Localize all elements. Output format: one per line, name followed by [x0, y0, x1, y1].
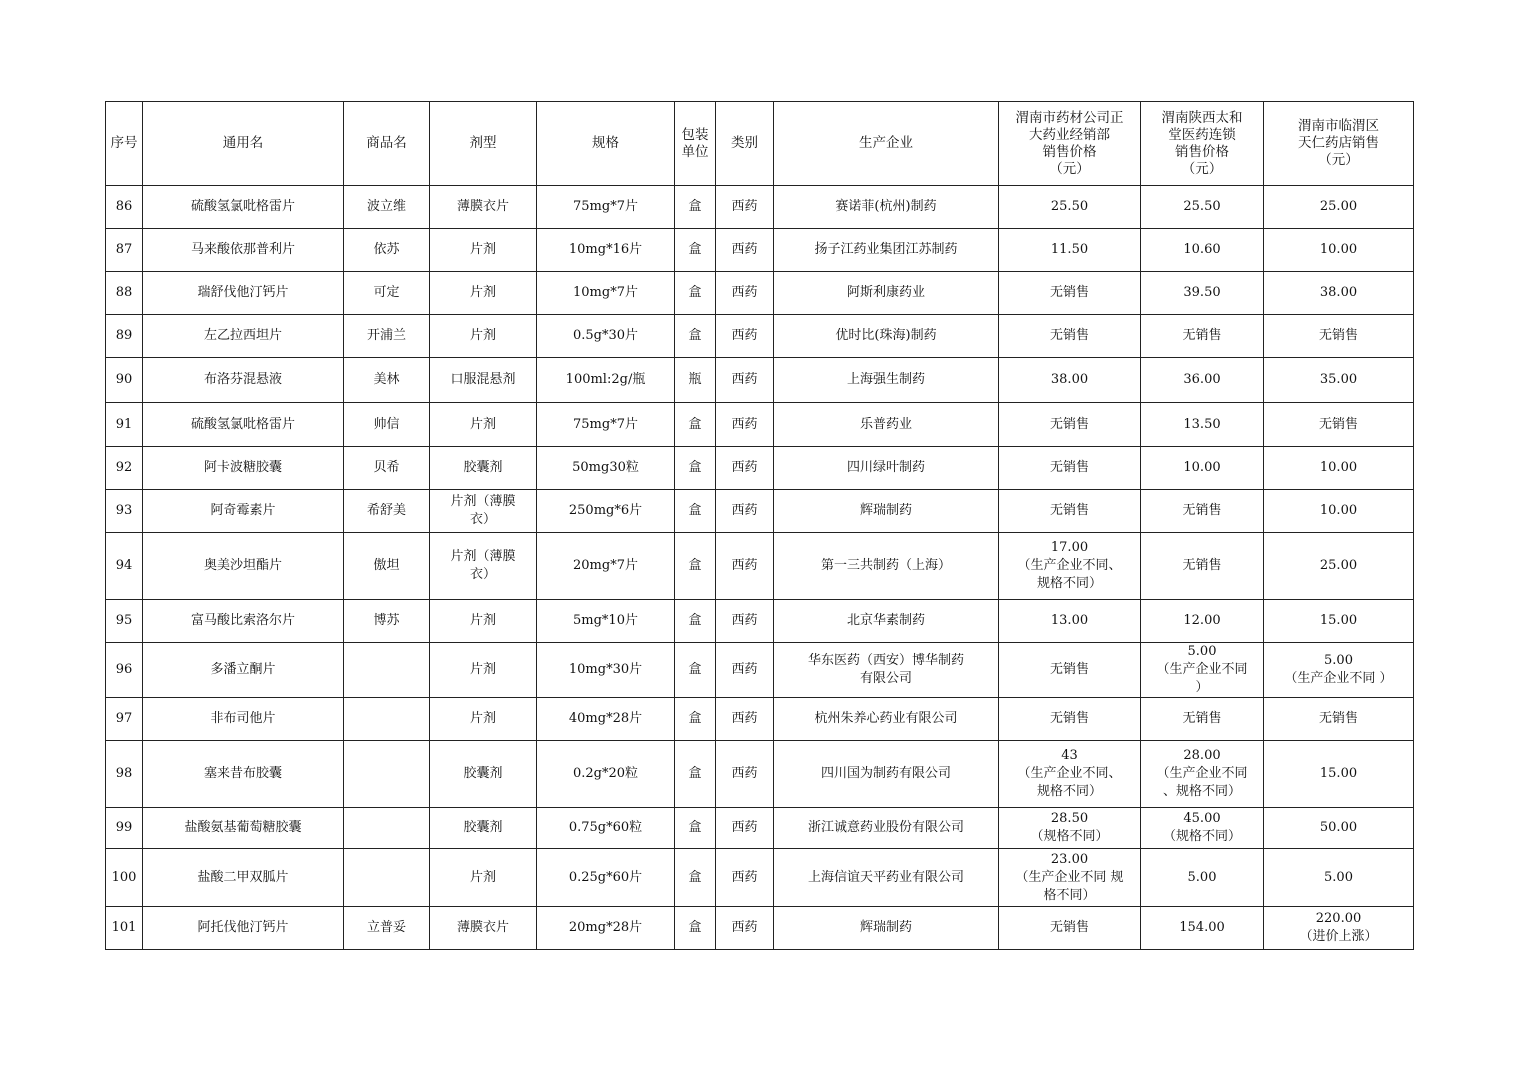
row-generic-name: 非布司他片 [143, 698, 344, 741]
table-header-row [106, 102, 1414, 186]
row-spec: 0.2g*20粒 [537, 741, 675, 808]
row-price-store-3: 5.00 [1264, 849, 1414, 907]
row-price-store-3: 无销售 [1264, 698, 1414, 741]
row-category: 西药 [716, 698, 774, 741]
row-dosage-form: 片剂 [430, 643, 537, 698]
row-manufacturer: 浙江诚意药业股份有限公司 [774, 808, 999, 849]
row-category: 西药 [716, 849, 774, 907]
row-spec: 10mg*30片 [537, 643, 675, 698]
header-label: 类别 [731, 135, 758, 151]
row-price-store-1: 无销售 [999, 447, 1141, 490]
row-price-store-2: 无销售 [1141, 533, 1264, 600]
row-category: 西药 [716, 447, 774, 490]
row-spec: 40mg*28片 [537, 698, 675, 741]
row-price-store-1: 13.00 [999, 600, 1141, 643]
row-generic-name: 阿卡波糖胶囊 [143, 447, 344, 490]
row-generic-name: 阿托伐他汀钙片 [143, 907, 344, 950]
row-spec: 0.5g*30片 [537, 315, 675, 358]
row-manufacturer: 赛诺菲(杭州)制药 [774, 186, 999, 229]
row-price-store-2: 10.60 [1141, 229, 1264, 272]
row-unit: 盒 [675, 907, 716, 950]
row-dosage-form: 片剂 [430, 403, 537, 447]
row-price-store-2: 39.50 [1141, 272, 1264, 315]
row-seq: 93 [106, 490, 143, 533]
row-price-store-3: 无销售 [1264, 403, 1414, 447]
row-category: 西药 [716, 643, 774, 698]
row-generic-name: 布洛芬混悬液 [143, 358, 344, 403]
row-manufacturer: 辉瑞制药 [774, 907, 999, 950]
row-generic-name: 塞来昔布胶囊 [143, 741, 344, 808]
row-price-store-3: 无销售 [1264, 315, 1414, 358]
row-trade-name: 傲坦 [344, 533, 430, 600]
row-price-store-3: 15.00 [1264, 741, 1414, 808]
row-trade-name: 美林 [344, 358, 430, 403]
header-label: 剂型 [469, 135, 497, 151]
table-row [106, 849, 1414, 907]
row-spec: 75mg*7片 [537, 403, 675, 447]
row-category: 西药 [716, 490, 774, 533]
table-row [106, 808, 1414, 849]
row-price-store-3: 38.00 [1264, 272, 1414, 315]
row-price-store-1: 无销售 [999, 698, 1141, 741]
row-unit: 盒 [675, 849, 716, 907]
row-price-store-2: 28.00 （生产企业不同 、规格不同） [1141, 741, 1264, 808]
row-unit: 盒 [675, 229, 716, 272]
row-trade-name: 波立维 [344, 186, 430, 229]
row-spec: 0.25g*60片 [537, 849, 675, 907]
row-category: 西药 [716, 315, 774, 358]
row-trade-name: 开浦兰 [344, 315, 430, 358]
row-category: 西药 [716, 403, 774, 447]
header-spec [537, 102, 675, 186]
row-price-store-3: 10.00 [1264, 229, 1414, 272]
row-generic-name: 硫酸氢氯吡格雷片 [143, 186, 344, 229]
row-trade-name: 依苏 [344, 229, 430, 272]
table-row [106, 643, 1414, 698]
header-label: 渭南市药材公司正 大药业经销部 销售价格 （元） [1015, 109, 1124, 177]
table-row [106, 698, 1414, 741]
row-generic-name: 奥美沙坦酯片 [143, 533, 344, 600]
row-trade-name: 希舒美 [344, 490, 430, 533]
row-generic-name: 硫酸氢氯吡格雷片 [143, 403, 344, 447]
row-spec: 50mg30粒 [537, 447, 675, 490]
row-generic-name: 马来酸依那普利片 [143, 229, 344, 272]
table-row [106, 315, 1414, 358]
row-generic-name: 盐酸二甲双胍片 [143, 849, 344, 907]
row-trade-name [344, 849, 430, 907]
row-seq: 95 [106, 600, 143, 643]
row-dosage-form: 片剂（薄膜 衣） [430, 533, 537, 600]
row-price-store-3: 35.00 [1264, 358, 1414, 403]
row-trade-name: 帅信 [344, 403, 430, 447]
row-dosage-form: 薄膜衣片 [430, 186, 537, 229]
row-price-store-2: 45.00 （规格不同） [1141, 808, 1264, 849]
header-label: 包装 单位 [681, 126, 709, 160]
row-manufacturer: 四川国为制药有限公司 [774, 741, 999, 808]
row-dosage-form: 胶囊剂 [430, 741, 537, 808]
table-row [106, 741, 1414, 808]
row-category: 西药 [716, 272, 774, 315]
table-row [106, 186, 1414, 229]
row-seq: 88 [106, 272, 143, 315]
row-unit: 盒 [675, 447, 716, 490]
row-dosage-form: 片剂 [430, 315, 537, 358]
row-price-store-2: 5.00 （生产企业不同 ） [1141, 643, 1264, 698]
row-dosage-form: 片剂 [430, 272, 537, 315]
row-seq: 94 [106, 533, 143, 600]
row-seq: 99 [106, 808, 143, 849]
row-category: 西药 [716, 907, 774, 950]
row-unit: 盒 [675, 315, 716, 358]
row-dosage-form: 胶囊剂 [430, 808, 537, 849]
row-spec: 0.75g*60粒 [537, 808, 675, 849]
row-category: 西药 [716, 808, 774, 849]
row-trade-name: 贝希 [344, 447, 430, 490]
row-seq: 100 [106, 849, 143, 907]
row-price-store-3: 15.00 [1264, 600, 1414, 643]
table-row [106, 272, 1414, 315]
table-body [106, 186, 1414, 950]
row-dosage-form: 胶囊剂 [430, 447, 537, 490]
table-row [106, 907, 1414, 950]
row-generic-name: 瑞舒伐他汀钙片 [143, 272, 344, 315]
row-seq: 89 [106, 315, 143, 358]
row-price-store-2: 36.00 [1141, 358, 1264, 403]
header-price-store-1 [999, 102, 1141, 186]
row-spec: 250mg*6片 [537, 490, 675, 533]
row-unit: 盒 [675, 643, 716, 698]
row-category: 西药 [716, 741, 774, 808]
row-seq: 97 [106, 698, 143, 741]
row-spec: 100ml:2g/瓶 [537, 358, 675, 403]
row-price-store-2: 13.50 [1141, 403, 1264, 447]
drug-price-table [105, 101, 1414, 950]
row-price-store-1: 23.00 （生产企业不同 规 格不同） [999, 849, 1141, 907]
row-seq: 92 [106, 447, 143, 490]
row-unit: 瓶 [675, 358, 716, 403]
row-seq: 87 [106, 229, 143, 272]
row-manufacturer: 第一三共制药（上海） [774, 533, 999, 600]
table-row [106, 403, 1414, 447]
header-label: 渭南市临渭区 天仁药店销售 （元） [1298, 118, 1379, 168]
row-seq: 101 [106, 907, 143, 950]
row-trade-name: 博苏 [344, 600, 430, 643]
row-price-store-1: 无销售 [999, 643, 1141, 698]
row-price-store-3: 50.00 [1264, 808, 1414, 849]
table-row [106, 600, 1414, 643]
table-row [106, 490, 1414, 533]
row-spec: 75mg*7片 [537, 186, 675, 229]
row-unit: 盒 [675, 186, 716, 229]
row-dosage-form: 片剂 [430, 600, 537, 643]
row-seq: 91 [106, 403, 143, 447]
row-unit: 盒 [675, 403, 716, 447]
table-row [106, 229, 1414, 272]
row-manufacturer: 优时比(珠海)制药 [774, 315, 999, 358]
row-price-store-1: 无销售 [999, 272, 1141, 315]
table-row [106, 447, 1414, 490]
row-price-store-1: 无销售 [999, 315, 1141, 358]
row-seq: 96 [106, 643, 143, 698]
row-price-store-2: 5.00 [1141, 849, 1264, 907]
header-seq [106, 102, 143, 186]
row-seq: 90 [106, 358, 143, 403]
row-price-store-1: 28.50 （规格不同） [999, 808, 1141, 849]
row-price-store-3: 25.00 [1264, 533, 1414, 600]
header-dosage-form [430, 102, 537, 186]
row-dosage-form: 片剂（薄膜 衣） [430, 490, 537, 533]
row-price-store-1: 25.50 [999, 186, 1141, 229]
header-price-store-2 [1141, 102, 1264, 186]
row-dosage-form: 片剂 [430, 849, 537, 907]
row-price-store-1: 无销售 [999, 907, 1141, 950]
header-label: 生产企业 [859, 135, 913, 151]
row-price-store-1: 43 （生产企业不同、 规格不同） [999, 741, 1141, 808]
row-trade-name: 可定 [344, 272, 430, 315]
row-seq: 86 [106, 186, 143, 229]
header-label: 规格 [592, 135, 619, 151]
row-spec: 20mg*7片 [537, 533, 675, 600]
row-dosage-form: 口服混悬剂 [430, 358, 537, 403]
row-price-store-1: 无销售 [999, 490, 1141, 533]
row-trade-name [344, 643, 430, 698]
row-category: 西药 [716, 229, 774, 272]
row-manufacturer: 阿斯利康药业 [774, 272, 999, 315]
row-unit: 盒 [675, 741, 716, 808]
row-manufacturer: 华东医药（西安）博华制药 有限公司 [774, 643, 999, 698]
row-price-store-2: 25.50 [1141, 186, 1264, 229]
header-label: 渭南陕西太和 堂医药连锁 销售价格 （元） [1161, 109, 1243, 177]
header-label: 通用名 [222, 135, 264, 151]
row-manufacturer: 乐普药业 [774, 403, 999, 447]
header-unit [675, 102, 716, 186]
row-price-store-3: 10.00 [1264, 447, 1414, 490]
row-price-store-3: 25.00 [1264, 186, 1414, 229]
row-generic-name: 阿奇霉素片 [143, 490, 344, 533]
header-manufacturer [774, 102, 999, 186]
row-generic-name: 富马酸比索洛尔片 [143, 600, 344, 643]
header-price-store-3 [1264, 102, 1414, 186]
row-spec: 20mg*28片 [537, 907, 675, 950]
header-trade-name [344, 102, 430, 186]
header-label: 商品名 [366, 135, 407, 151]
header-generic-name [143, 102, 344, 186]
row-unit: 盒 [675, 808, 716, 849]
row-trade-name [344, 808, 430, 849]
row-manufacturer: 辉瑞制药 [774, 490, 999, 533]
row-unit: 盒 [675, 698, 716, 741]
row-trade-name [344, 741, 430, 808]
row-category: 西药 [716, 358, 774, 403]
price-table-container [105, 101, 1413, 950]
row-price-store-2: 12.00 [1141, 600, 1264, 643]
row-trade-name [344, 698, 430, 741]
header-category [716, 102, 774, 186]
row-manufacturer: 扬子江药业集团江苏制药 [774, 229, 999, 272]
row-unit: 盒 [675, 490, 716, 533]
row-generic-name: 多潘立酮片 [143, 643, 344, 698]
row-unit: 盒 [675, 272, 716, 315]
row-price-store-2: 10.00 [1141, 447, 1264, 490]
row-price-store-2: 无销售 [1141, 490, 1264, 533]
row-price-store-2: 无销售 [1141, 315, 1264, 358]
row-price-store-3: 5.00 （生产企业不同 ） [1264, 643, 1414, 698]
row-dosage-form: 薄膜衣片 [430, 907, 537, 950]
row-price-store-1: 17.00 （生产企业不同、 规格不同） [999, 533, 1141, 600]
header-label: 序号 [110, 135, 138, 151]
row-price-store-1: 38.00 [999, 358, 1141, 403]
row-price-store-2: 154.00 [1141, 907, 1264, 950]
row-price-store-1: 无销售 [999, 403, 1141, 447]
row-category: 西药 [716, 533, 774, 600]
row-unit: 盒 [675, 600, 716, 643]
row-dosage-form: 片剂 [430, 229, 537, 272]
table-row [106, 533, 1414, 600]
row-manufacturer: 上海信谊天平药业有限公司 [774, 849, 999, 907]
row-spec: 10mg*7片 [537, 272, 675, 315]
row-price-store-3: 220.00 （进价上涨） [1264, 907, 1414, 950]
row-unit: 盒 [675, 533, 716, 600]
row-price-store-1: 11.50 [999, 229, 1141, 272]
row-spec: 10mg*16片 [537, 229, 675, 272]
row-manufacturer: 上海强生制药 [774, 358, 999, 403]
row-seq: 98 [106, 741, 143, 808]
table-row [106, 358, 1414, 403]
row-category: 西药 [716, 600, 774, 643]
row-trade-name: 立普妥 [344, 907, 430, 950]
row-generic-name: 左乙拉西坦片 [143, 315, 344, 358]
row-price-store-2: 无销售 [1141, 698, 1264, 741]
row-category: 西药 [716, 186, 774, 229]
row-manufacturer: 北京华素制药 [774, 600, 999, 643]
row-manufacturer: 四川绿叶制药 [774, 447, 999, 490]
row-manufacturer: 杭州朱养心药业有限公司 [774, 698, 999, 741]
row-generic-name: 盐酸氨基葡萄糖胶囊 [143, 808, 344, 849]
row-spec: 5mg*10片 [537, 600, 675, 643]
row-price-store-3: 10.00 [1264, 490, 1414, 533]
row-dosage-form: 片剂 [430, 698, 537, 741]
